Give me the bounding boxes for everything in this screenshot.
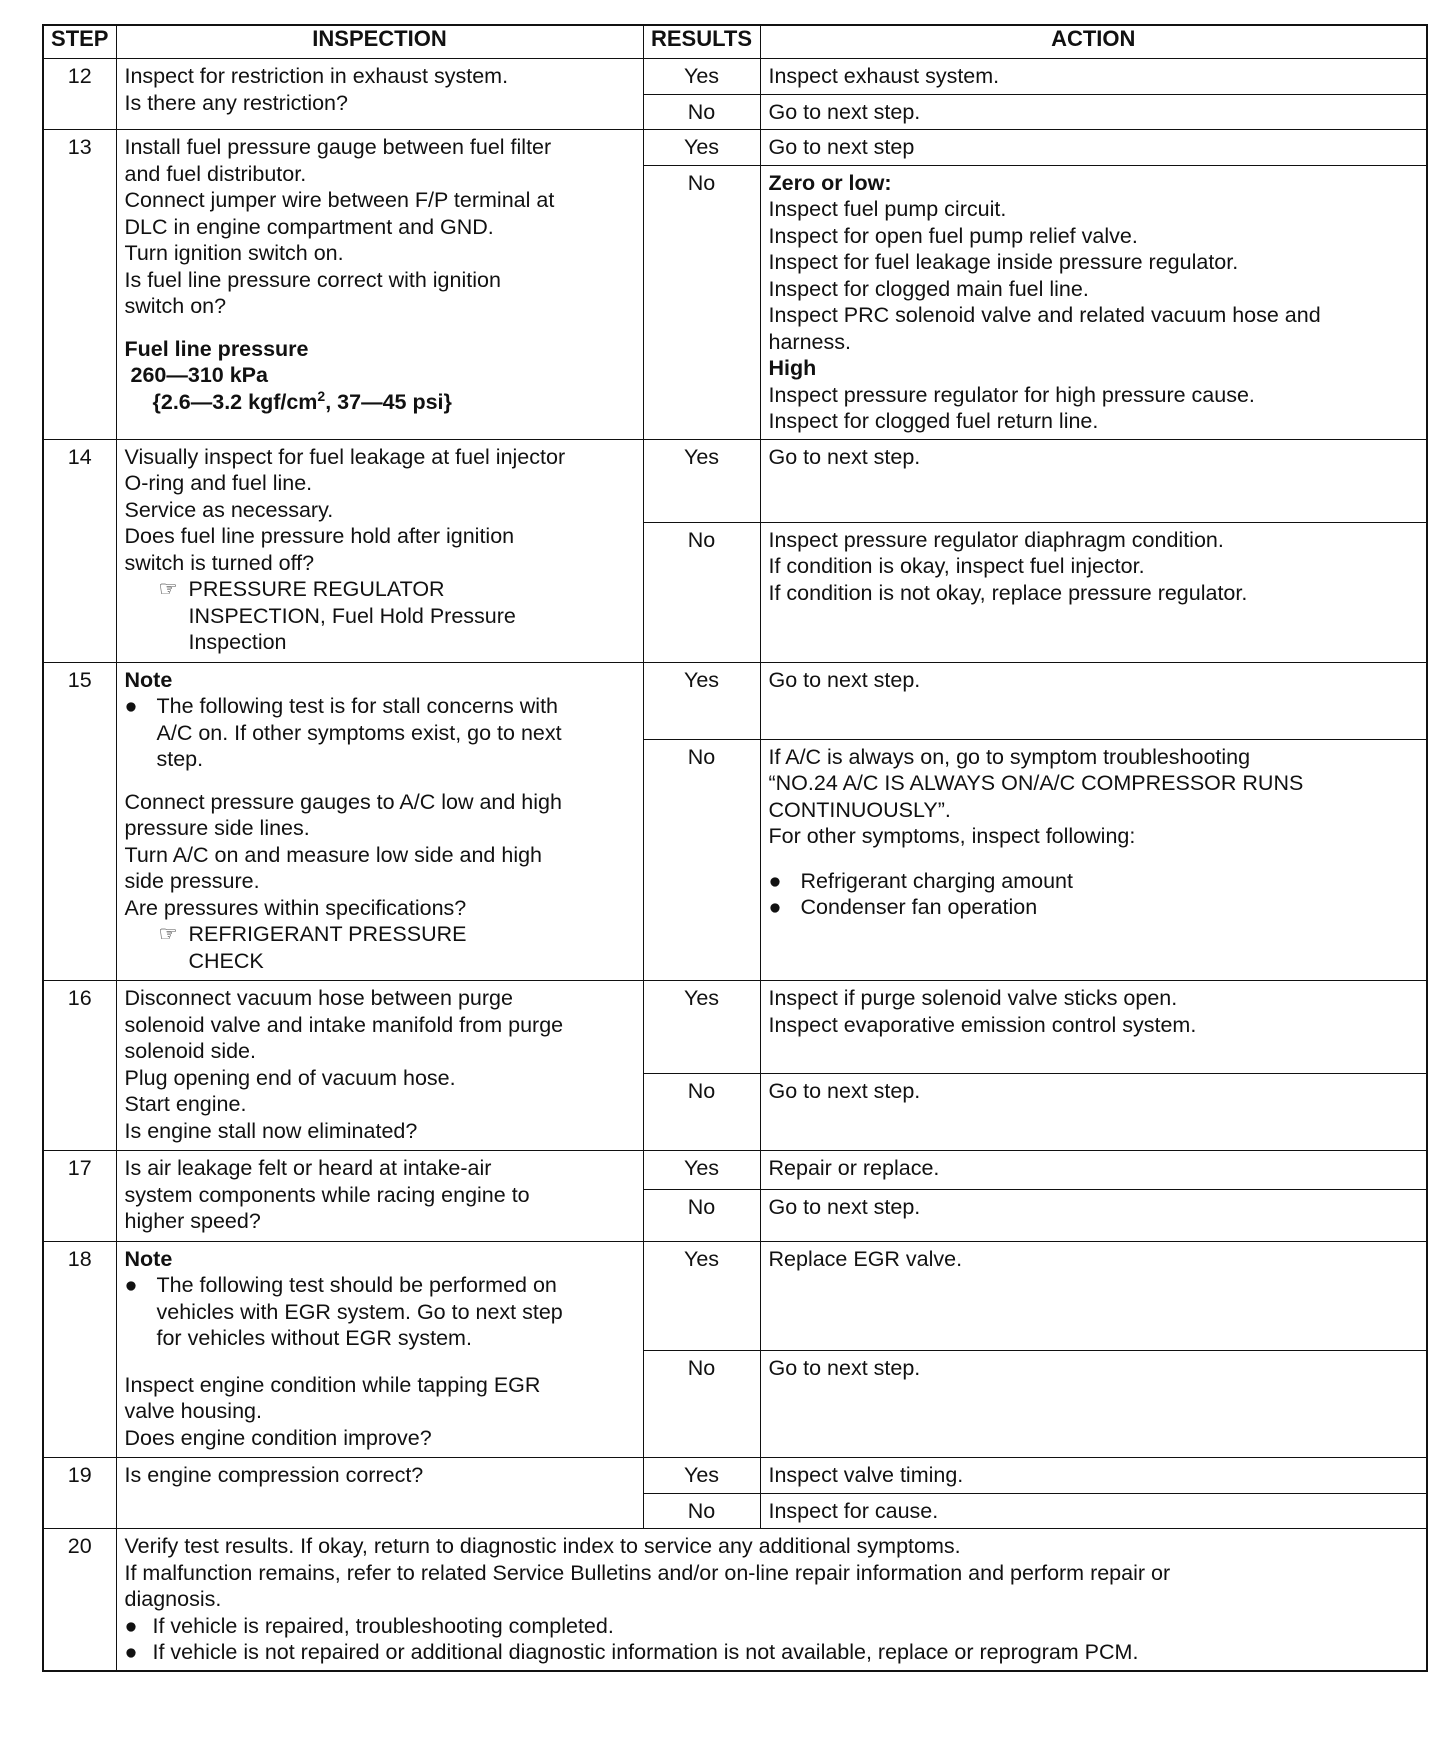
result-yes: Yes — [643, 981, 760, 1074]
step-12-inspection: Inspect for restriction in exhaust system. Is there any restriction? — [116, 59, 643, 130]
action-yes: Inspect valve timing. — [760, 1458, 1427, 1494]
step-14-inspection: Visually inspect for fuel leakage at fuel injector O-ring and fuel line. Service as necessary. Does fuel line pressure hold after ignition switch is turned off? ☞ PRESSURE REGULATOR INSPECTION, Fuel Hold Pressure Inspection — [116, 439, 643, 662]
result-no: No — [643, 1350, 760, 1458]
step-15-inspection: Note ● The following test is for stall concerns with A/C on. If other symptoms exist, go to next step. Connect pressure gauges to A/C low and high pressure side lines. Turn A/C on and measure low side and high side pressure. Are pressures within specifications? ☞ REFRIGERANT PRESSURE CHECK — [116, 662, 643, 981]
action-no: Zero or low: Inspect fuel pump circuit. Inspect for open fuel pump relief valve. Inspect for fuel leakage inside pressure regulator. Inspect for clogged main fuel line. Inspect PRC solenoid valve and related vacuum hose and harness. High Inspect pressure regulator for high pressure cause. Inspect for clogged fuel return line. — [760, 165, 1427, 439]
pointing-hand-icon: ☞ — [158, 577, 178, 601]
action-no: Go to next step. — [760, 1350, 1427, 1458]
step-16-yes-row — [43, 981, 1427, 1074]
step-18-inspection: Note ● The following test should be performed on vehicles with EGR system. Go to next step for vehicles without EGR system. Inspect engine condition while tapping EGR valve housing. Does engine condition improve? — [116, 1241, 643, 1458]
step-13-inspection: Install fuel pressure gauge between fuel filter and fuel distributor. Connect jumper wire between F/P terminal at DLC in engine compartment and GND. Turn ignition switch on. Is fuel line pressure correct with ignition switch on? Fuel line pressure 260—310 kPa {2.6—3.2 kgf/$cm^2$, 37—45 psi} — [116, 130, 643, 440]
pointing-hand-icon: ☞ — [158, 922, 178, 946]
result-yes: Yes — [643, 59, 760, 95]
result-yes: Yes — [643, 439, 760, 522]
result-no: No — [643, 522, 760, 662]
result-no: No — [643, 165, 760, 439]
result-no: No — [643, 1190, 760, 1242]
bullet-icon: ● — [124, 1640, 138, 1664]
action-yes: Go to next step. — [760, 439, 1427, 522]
step-number: 14 — [43, 439, 116, 662]
spec-title: Fuel line pressure — [124, 336, 309, 361]
header-inspection: INSPECTION — [116, 25, 643, 59]
step-number: 15 — [43, 662, 116, 981]
step-16-inspection: Disconnect vacuum hose between purge solenoid valve and intake manifold from purge solenoid side. Plug opening end of vacuum hose. Start engine. Is engine stall now eliminated? — [116, 981, 643, 1151]
result-yes: Yes — [643, 662, 760, 739]
bullet-icon: ● — [124, 694, 138, 718]
note-bullet: ● The following test is for stall concerns with A/C on. If other symptoms exist, go to next step. — [124, 694, 562, 771]
result-no: No — [643, 94, 760, 130]
result-no: No — [643, 1074, 760, 1151]
action-yes: Inspect if purge solenoid valve sticks open. Inspect evaporative emission control system. — [760, 981, 1427, 1074]
list-item: ● If vehicle is not repaired or additional diagnostic information is not available, replace or reprogram PCM. — [124, 1640, 1139, 1664]
step-number: 19 — [43, 1458, 116, 1529]
spec-kgf-psi: {2.6—3.2 kgf/$cm^2$, 37—45 psi} — [152, 387, 452, 414]
bullet-icon: ● — [768, 868, 782, 893]
reference-link[interactable]: ☞ REFRIGERANT PRESSURE CHECK — [158, 922, 467, 973]
action-yes: Replace EGR valve. — [760, 1241, 1427, 1350]
reference-link[interactable]: ☞ PRESSURE REGULATOR INSPECTION, Fuel Hold Pressure Inspection — [158, 577, 516, 654]
step-17-yes-row — [43, 1151, 1427, 1190]
step-20-content: Verify test results. If okay, return to diagnostic index to service any additional symptoms. If malfunction remains, refer to related Service Bulletins and/or on-line repair information and perform repair or diagnosis. ● If vehicle is repaired, troubleshooting completed. ● If vehicle is not repaired or additional diagnostic information is not available, replace or reprogram PCM. — [116, 1529, 1427, 1671]
header-results: RESULTS — [643, 25, 760, 59]
list-item: ● Refrigerant charging amount — [768, 868, 1073, 893]
result-no: No — [643, 1493, 760, 1529]
step-number: 17 — [43, 1151, 116, 1242]
spec-kpa: 260—310 kPa — [130, 363, 268, 387]
action-yes: Go to next step — [760, 130, 1427, 166]
result-yes: Yes — [643, 1151, 760, 1190]
header-action: ACTION — [760, 25, 1427, 59]
action-no: If A/C is always on, go to symptom troubleshooting “NO.24 A/C IS ALWAYS ON/A/C COMPRESSOR RUNS CONTINUOUSLY”. For other symptoms, inspect following: ● Refrigerant charging amount ● Condenser fan operation — [760, 739, 1427, 981]
list-item: ● Condenser fan operation — [768, 895, 1038, 919]
action-yes: Go to next step. — [760, 662, 1427, 739]
action-no: Inspect pressure regulator diaphragm condition. If condition is okay, inspect fuel injector. If condition is not okay, replace pressure regulator. — [760, 522, 1427, 662]
action-no: Go to next step. — [760, 1190, 1427, 1242]
result-yes: Yes — [643, 130, 760, 166]
step-14-yes-row — [43, 439, 1427, 522]
bullet-icon: ● — [124, 1613, 138, 1638]
step-number: 20 — [43, 1529, 116, 1671]
header-step: STEP — [43, 25, 116, 59]
header-row — [43, 25, 1427, 59]
step-15-yes-row — [43, 662, 1427, 739]
list-item: ● If vehicle is repaired, troubleshooting completed. — [124, 1613, 614, 1638]
step-number: 12 — [43, 59, 116, 130]
step-18-yes-row — [43, 1241, 1427, 1350]
step-number: 16 — [43, 981, 116, 1151]
diagnostic-table — [42, 24, 1428, 1672]
result-yes: Yes — [643, 1458, 760, 1494]
action-no: Go to next step. — [760, 1074, 1427, 1151]
bullet-icon: ● — [124, 1273, 138, 1297]
step-13-yes-row — [43, 130, 1427, 166]
action-no: Go to next step. — [760, 94, 1427, 130]
step-12-yes-row — [43, 59, 1427, 95]
step-19-inspection: Is engine compression correct? — [116, 1458, 643, 1529]
action-no: Inspect for cause. — [760, 1493, 1427, 1529]
result-yes: Yes — [643, 1241, 760, 1350]
bullet-icon: ● — [768, 895, 782, 919]
action-yes: Repair or replace. — [760, 1151, 1427, 1190]
step-20-row — [43, 1529, 1427, 1671]
step-17-inspection: Is air leakage felt or heard at intake-air system components while racing engine to higher speed? — [116, 1151, 643, 1242]
result-no: No — [643, 739, 760, 981]
step-number: 18 — [43, 1241, 116, 1458]
step-number: 13 — [43, 130, 116, 440]
action-yes: Inspect exhaust system. — [760, 59, 1427, 95]
step-19-yes-row — [43, 1458, 1427, 1494]
note-bullet: ● The following test should be performed on vehicles with EGR system. Go to next step for vehicles without EGR system. — [124, 1273, 563, 1350]
